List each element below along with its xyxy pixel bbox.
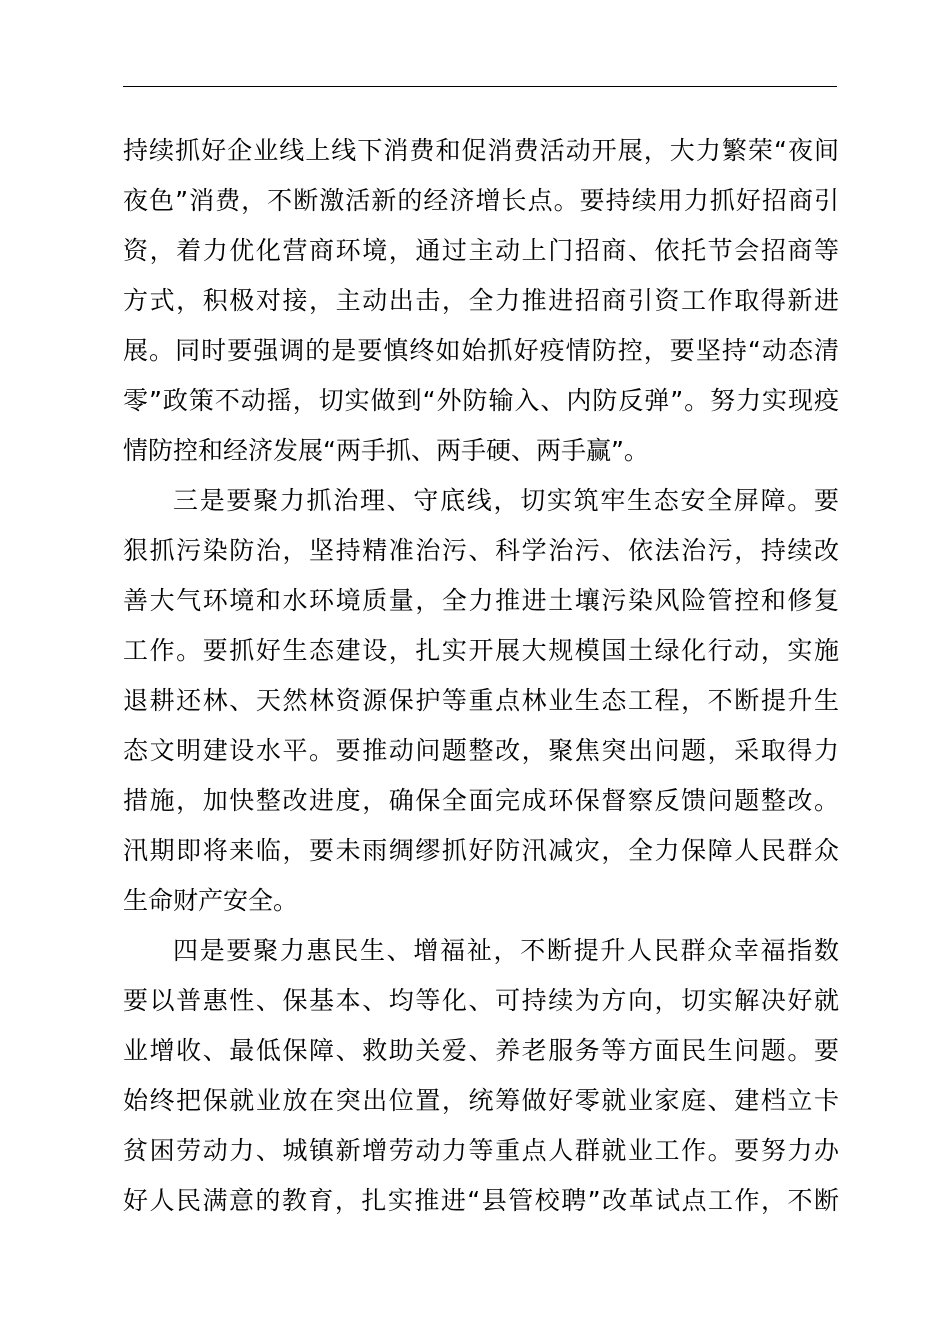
text-line: 四是要聚力惠民生、增福祉，不断提升人民群众幸福指数 xyxy=(173,936,839,965)
text-line: 汛期即将来临，要未雨绸缪抓好防汛减灾，全力保障人民群众 xyxy=(123,836,839,865)
text-line: 工作。要抓好生态建设，扎实开展大规模国土绿化行动，实施 xyxy=(123,636,839,665)
text-line: 持续抓好企业线上线下消费和促消费活动开展，大力繁荣“夜间 xyxy=(123,136,839,165)
text-line: 生命财产安全。 xyxy=(123,886,299,915)
text-line: 情防控和经济发展“两手抓、两手硬、两手赢”。 xyxy=(123,436,649,465)
text-line: 措施，加快整改进度，确保全面完成环保督察反馈问题整改。 xyxy=(123,786,839,815)
text-line: 零”政策不动摇，切实做到“外防输入、内防反弹”。努力实现疫 xyxy=(123,386,839,415)
text-line: 始终把保就业放在突出位置，统筹做好零就业家庭、建档立卡 xyxy=(123,1086,839,1115)
header-rule xyxy=(123,86,837,87)
text-line: 方式，积极对接，主动出击，全力推进招商引资工作取得新进 xyxy=(123,286,839,315)
text-line: 三是要聚力抓治理、守底线，切实筑牢生态安全屏障。要 xyxy=(173,486,839,515)
text-line: 好人民满意的教育，扎实推进“县管校聘”改革试点工作，不断 xyxy=(123,1186,839,1215)
text-line: 夜色”消费，不断激活新的经济增长点。要持续用力抓好招商引 xyxy=(123,186,839,215)
text-line: 善大气环境和水环境质量，全力推进土壤污染风险管控和修复 xyxy=(123,586,839,615)
text-line: 要以普惠性、保基本、均等化、可持续为方向，切实解决好就 xyxy=(123,986,839,1015)
text-line: 资，着力优化营商环境，通过主动上门招商、依托节会招商等 xyxy=(123,236,839,265)
text-line: 退耕还林、天然林资源保护等重点林业生态工程，不断提升生 xyxy=(123,686,839,715)
text-line: 业增收、最低保障、救助关爱、养老服务等方面民生问题。要 xyxy=(123,1036,839,1065)
text-line: 狠抓污染防治，坚持精准治污、科学治污、依法治污，持续改 xyxy=(123,536,839,565)
document-body xyxy=(123,126,839,1226)
text-line: 贫困劳动力、城镇新增劳动力等重点人群就业工作。要努力办 xyxy=(123,1136,839,1165)
text-line: 展。同时要强调的是要慎终如始抓好疫情防控，要坚持“动态清 xyxy=(123,336,839,365)
text-line: 态文明建设水平。要推动问题整改，聚焦突出问题，采取得力 xyxy=(123,736,839,765)
